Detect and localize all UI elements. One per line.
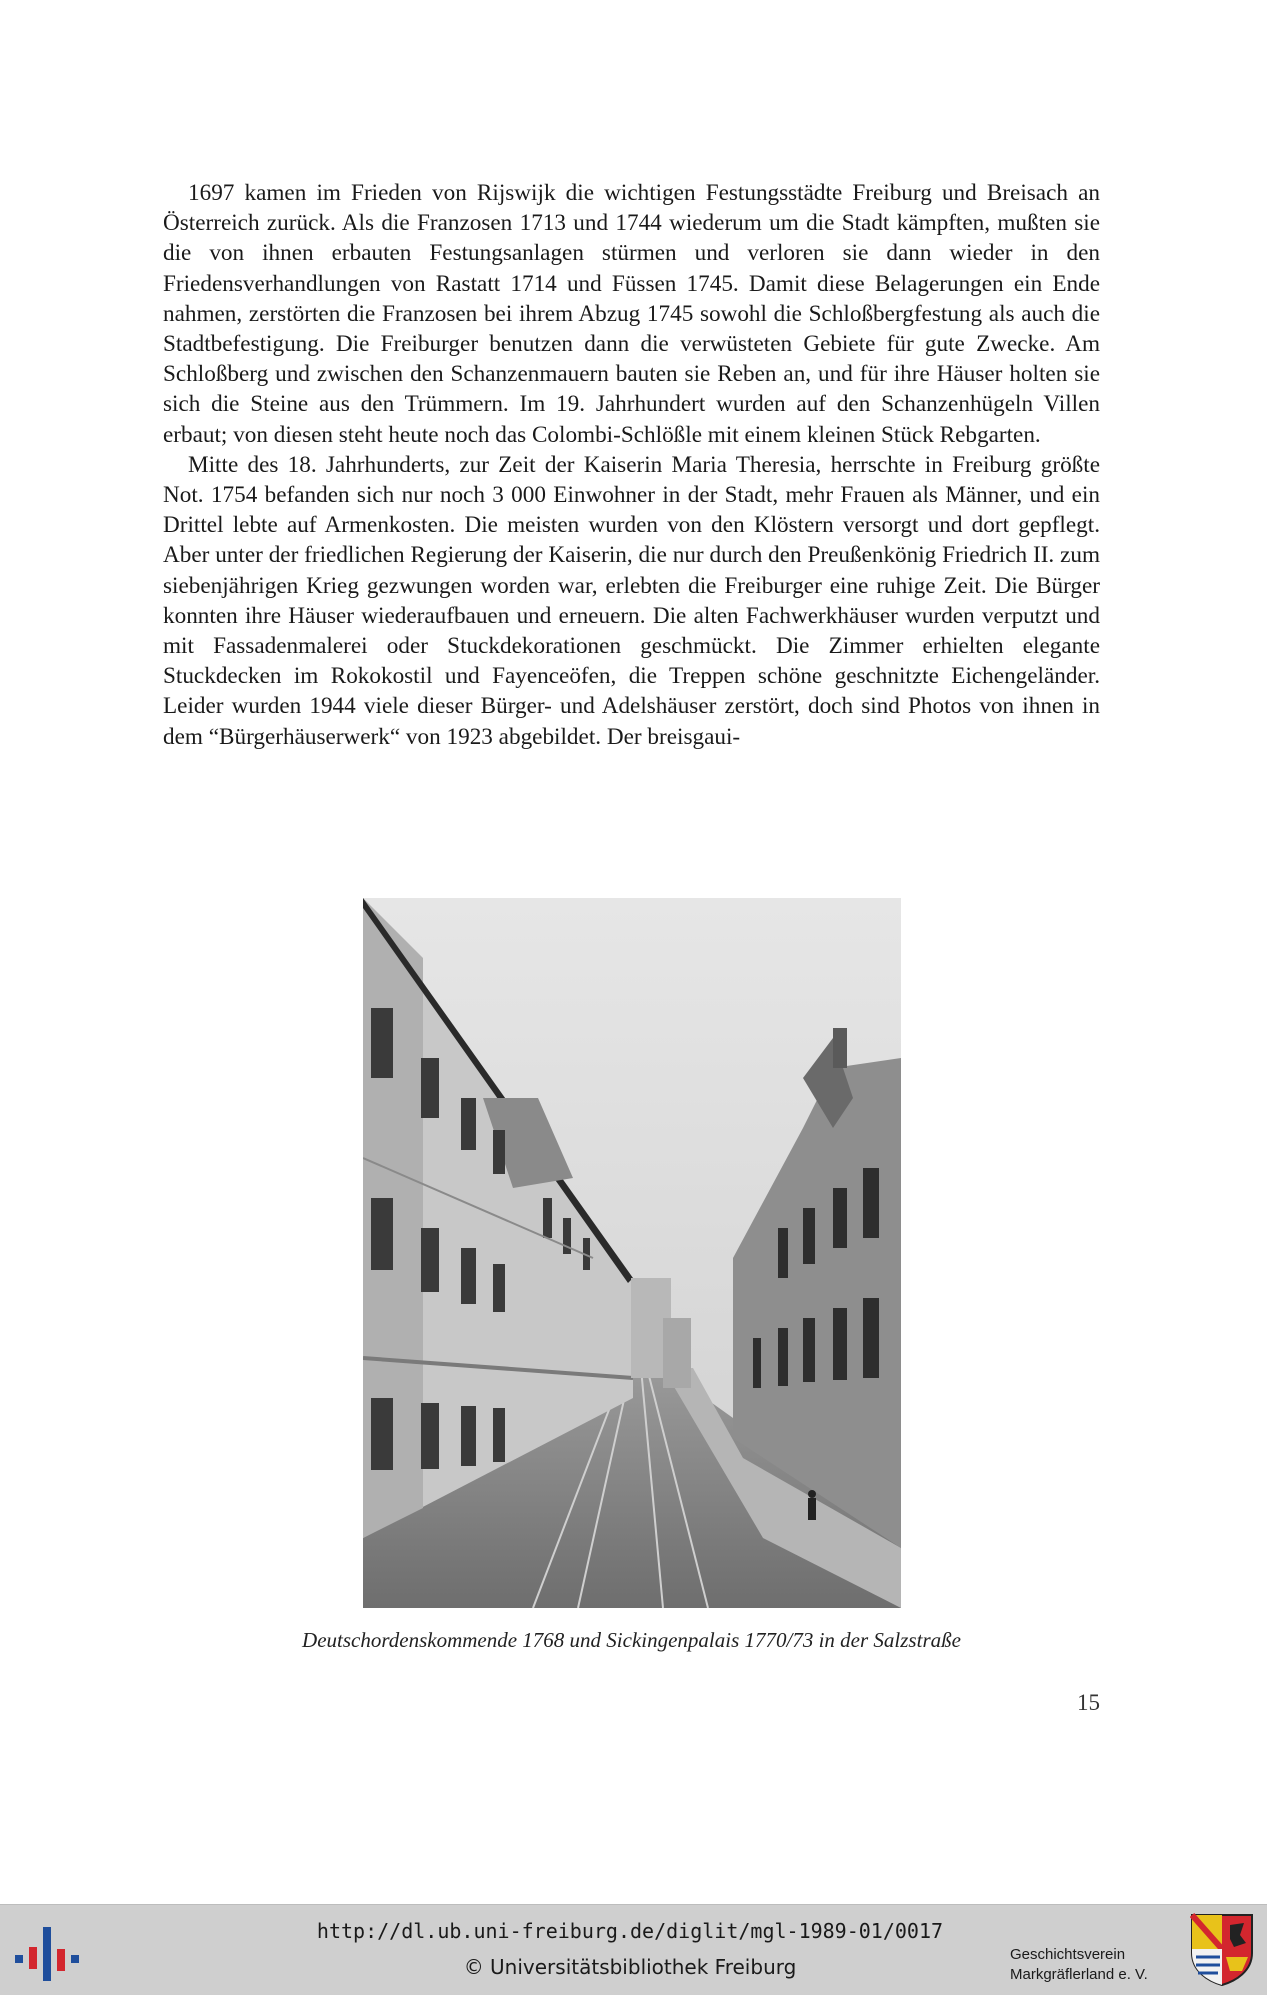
society-name: [1010, 1945, 1190, 1985]
coat-of-arms-icon: [1190, 1913, 1254, 1987]
paragraph: Mitte des 18. Jahrhunderts, zur Zeit der Kaiserin Maria Theresia, herrschte in Freiburg größte Not. 1754 befanden sich nur noch 3 000 Einwohner in der Stadt, mehr Frauen als Männer, und ein Drittel lebte auf Armenkosten. Die meisten wurden von den Klöstern versorgt und dort gepflegt. Aber unter der friedlichen Regierung der Kaiserin, die nur durch den Preußenkönig Friedrich II. zum siebenjährigen Krieg gezwungen worden war, erlebten die Freiburger eine ruhige Zeit. Die Bürger konnten ihre Häuser wiederaufbauen und erneuern. Die alten Fachwerkhäuser wurden verputzt und mit Fassadenmalerei oder Stuckdekorationen geschmückt. Die Zimmer erhielten elegante Stuckdecken im Rokokostil und Fayenceöfen, die Treppen schöne geschnitzte Eichengeländer. Leider wurden 1944 viele dieser Bürger- und Adelshäuser zerstört, doch sind Photos von ihnen in dem “Bürgerhäuserwerk“ von 1923 abgebildet. Der breisgaui-: [163, 451, 1100, 750]
copyright-notice: © Universitätsbibliothek Freiburg: [463, 1955, 797, 1979]
body-text: [163, 178, 1100, 752]
society-name-line1: Geschichtsverein: [1010, 1946, 1126, 1963]
ub-freiburg-logo-icon[interactable]: [15, 1921, 81, 1983]
page-number: 15: [1077, 1690, 1100, 1715]
street-photograph: [363, 898, 901, 1608]
society-name-line2: Markgräflerland e. V.: [1010, 1966, 1148, 1983]
figure-caption: Deutschordenskommende 1768 und Sickingenpalais 1770/73 in der Salzstraße: [302, 1628, 961, 1652]
document-url-link[interactable]: http://dl.ub.uni-freiburg.de/diglit/mgl-1989-01/0017: [316, 1919, 944, 1943]
paragraph: 1697 kamen im Frieden von Rijswijk die wichtigen Festungsstädte Freiburg und Breisach an Österreich zurück. Als die Franzosen 1713 und 1744 wiederum um die Stadt kämpften, mußten sie die von ihnen erbauten Festungsanlagen stürmen und verloren sie dann wieder in den Friedensverhandlungen von Rastatt 1714 und Füssen 1745. Damit diese Belagerungen ein Ende nahmen, zerstörten die Franzosen bei ihrem Abzug 1745 sowohl die Schloßbergfestung als auch die Stadtbefestigung. Die Freiburger benutzen dann die verwüsteten Gebiete für gute Zwecke. Am Schloßberg und zwischen den Schanzenmauern bauten sie Reben an, und für ihre Häuser holten sie sich die Steine aus den Trümmern. Im 19. Jahrhundert wurden auf den Schanzenhügeln Villen erbaut; von diesen steht heute noch das Colombi-Schlößle mit einem kleinen Stück Rebgarten.: [163, 180, 1100, 448]
footer-bar: [0, 1904, 1267, 1995]
